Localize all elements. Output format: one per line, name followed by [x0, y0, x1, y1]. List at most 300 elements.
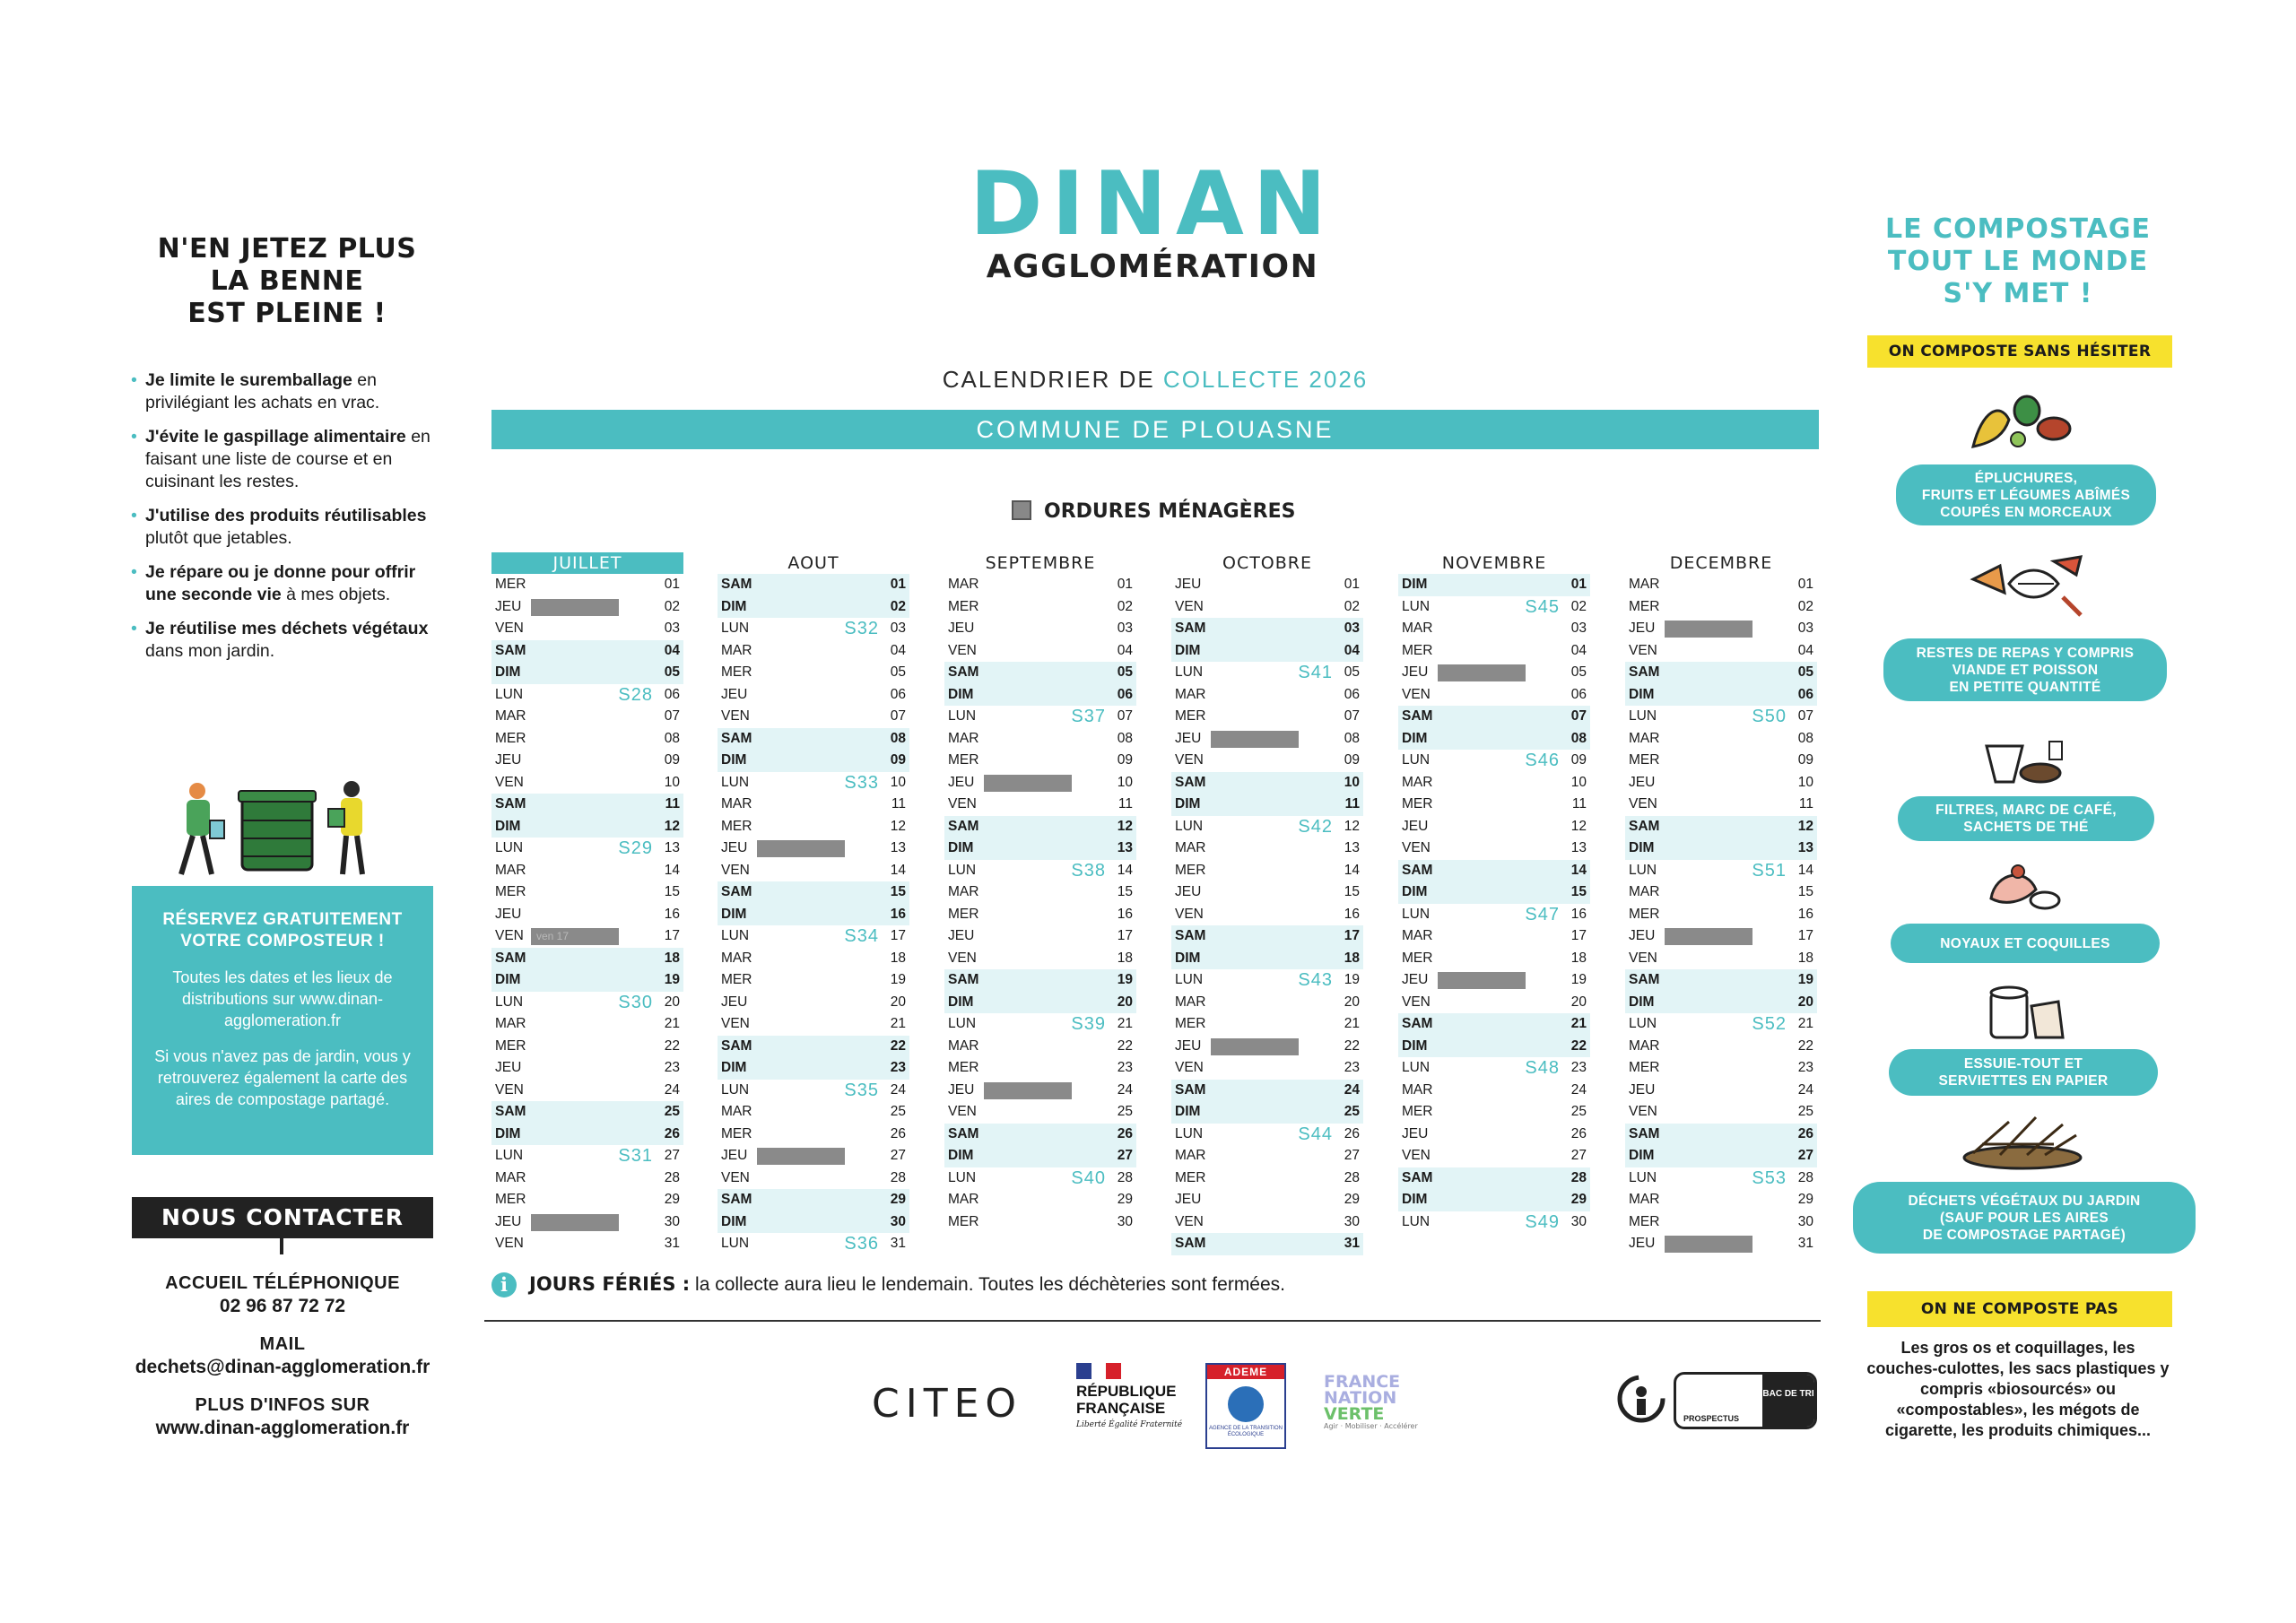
day-number: 06	[1117, 686, 1133, 702]
day-name: LUN	[948, 1169, 977, 1185]
info-url[interactable]: www.dinan-agglomeration.fr	[155, 1418, 410, 1438]
day-row	[718, 904, 909, 926]
day-number: 04	[1570, 642, 1587, 658]
day-name: VEN	[495, 774, 524, 790]
day-row	[1171, 728, 1363, 751]
day-number: 22	[1570, 1037, 1587, 1054]
legend-swatch	[1012, 500, 1031, 520]
compost-no-badge: ON NE COMPOSTE PAS	[1867, 1291, 2172, 1327]
day-row	[491, 1145, 683, 1167]
day-row	[944, 640, 1136, 663]
day-name: JEU	[721, 686, 748, 702]
day-number: 10	[890, 774, 906, 790]
day-row	[1625, 1233, 1817, 1255]
day-number: 02	[1570, 598, 1587, 614]
day-name: MAR	[1175, 686, 1206, 702]
day-name: MAR	[1402, 774, 1433, 790]
triman-icon	[1614, 1372, 1668, 1426]
day-number: 17	[890, 928, 906, 943]
day-name: VEN	[1175, 598, 1204, 614]
day-number: 28	[664, 1169, 680, 1185]
day-number: 11	[1571, 796, 1587, 812]
day-name: DIM	[948, 686, 974, 702]
day-number: 27	[1344, 1148, 1360, 1163]
day-name: SAM	[721, 1037, 752, 1054]
flag-icon	[1076, 1363, 1121, 1379]
day-name: DIM	[1402, 1037, 1428, 1054]
day-name: MER	[948, 1213, 979, 1229]
month-novembre	[1398, 552, 1590, 1233]
day-number: 30	[1797, 1213, 1813, 1229]
day-name: SAM	[495, 796, 526, 812]
day-name: MAR	[495, 708, 526, 724]
day-row	[1171, 948, 1363, 970]
day-name: DIM	[721, 906, 747, 922]
day-number: 27	[1117, 1148, 1133, 1163]
day-name: LUN	[1629, 862, 1657, 878]
day-row	[718, 969, 909, 992]
day-row	[1171, 662, 1363, 684]
day-row	[718, 728, 909, 751]
day-name: DIM	[495, 818, 521, 834]
day-number: 14	[1797, 862, 1813, 878]
day-row	[1398, 750, 1590, 772]
day-number: 29	[1797, 1192, 1813, 1207]
day-number: 18	[1117, 950, 1133, 966]
day-number: 30	[1344, 1213, 1360, 1229]
recycling-bin-icon: BAC DE TRI	[1762, 1375, 1814, 1427]
day-name: SAM	[495, 1104, 526, 1119]
week-number: S38	[1071, 860, 1106, 881]
day-number: 07	[1117, 708, 1133, 724]
day-name: DIM	[721, 1213, 747, 1229]
day-row	[944, 772, 1136, 794]
day-number: 08	[664, 730, 680, 746]
day-row	[1625, 1124, 1817, 1146]
day-number: 12	[1570, 818, 1587, 834]
contact-title-pointer	[280, 1238, 283, 1254]
day-name: VEN	[721, 708, 750, 724]
day-row	[1171, 881, 1363, 904]
day-name: VEN	[1629, 796, 1657, 812]
day-row	[491, 640, 683, 663]
day-number: 01	[1570, 577, 1587, 592]
day-number: 09	[1117, 752, 1133, 768]
day-row	[944, 574, 1136, 596]
day-number: 25	[1570, 1104, 1587, 1119]
month-octobre	[1171, 552, 1363, 1255]
day-name: LUN	[1402, 1213, 1431, 1229]
day-name: LUN	[1629, 1169, 1657, 1185]
day-name: MAR	[495, 1169, 526, 1185]
day-name: SAM	[948, 972, 979, 987]
day-name: DIM	[1402, 884, 1428, 899]
day-name: MER	[1629, 598, 1660, 614]
day-name: LUN	[948, 862, 977, 878]
day-number: 20	[890, 994, 906, 1010]
day-name: LUN	[1402, 1060, 1431, 1075]
day-row	[491, 1189, 683, 1211]
day-number: 26	[1797, 1125, 1813, 1141]
day-name: DIM	[1629, 994, 1655, 1010]
week-number: S39	[1071, 1014, 1106, 1034]
day-row	[1625, 881, 1817, 904]
day-row	[1398, 706, 1590, 728]
day-number: 12	[664, 818, 680, 834]
day-name: MER	[1175, 1169, 1206, 1185]
day-number: 22	[1797, 1037, 1813, 1054]
day-name: JEU	[1402, 1125, 1429, 1141]
day-row	[944, 596, 1136, 619]
day-row	[491, 992, 683, 1014]
day-row	[718, 1189, 909, 1211]
week-number: S34	[844, 926, 879, 946]
day-number: 21	[1344, 1016, 1360, 1031]
day-number: 07	[664, 708, 680, 724]
day-number: 21	[1117, 1016, 1133, 1031]
day-name: MER	[1175, 708, 1206, 724]
day-name: LUN	[495, 994, 524, 1010]
week-number: S53	[1752, 1167, 1787, 1188]
day-number: 28	[1117, 1169, 1133, 1185]
day-name: MAR	[495, 862, 526, 878]
day-name: MER	[1175, 862, 1206, 878]
day-name: LUN	[948, 1016, 977, 1031]
day-name: LUN	[721, 928, 750, 943]
contact-title: NOUS CONTACTER	[132, 1197, 433, 1238]
coffee-filter-icon	[1973, 728, 2072, 791]
day-row	[491, 750, 683, 772]
day-row	[1171, 794, 1363, 816]
tip-item: • J'évite le gaspillage alimentaire en faisant une liste de course et en cuisinant les restes.	[126, 426, 448, 493]
day-number: 10	[1797, 774, 1813, 790]
day-row	[1171, 640, 1363, 663]
day-row	[718, 1013, 909, 1036]
day-name: LUN	[1402, 906, 1431, 922]
day-number: 11	[1344, 796, 1360, 812]
day-name: MER	[948, 1060, 979, 1075]
garden-waste-icon	[1955, 1108, 2090, 1173]
day-number: 24	[1797, 1081, 1813, 1098]
day-number: 02	[890, 598, 906, 614]
composting-heading: LE COMPOSTAGE TOUT LE MONDE S'Y MET !	[1885, 213, 2151, 309]
collection-marker	[531, 599, 619, 616]
day-row	[1625, 728, 1817, 751]
day-name: DIM	[721, 752, 747, 768]
info-icon: i	[491, 1272, 517, 1298]
day-number: 19	[1570, 972, 1587, 987]
week-number: S33	[844, 772, 879, 793]
day-row	[1398, 948, 1590, 970]
day-name: SAM	[721, 884, 752, 899]
day-number: 20	[1797, 994, 1813, 1010]
week-number: S44	[1298, 1124, 1333, 1144]
day-name: MAR	[948, 1037, 979, 1054]
day-row	[718, 574, 909, 596]
day-number: 08	[1117, 730, 1133, 746]
day-row	[944, 728, 1136, 751]
composter-illustration	[152, 771, 395, 883]
day-number: 20	[1344, 994, 1360, 1010]
day-name: MAR	[948, 577, 979, 592]
day-name: LUN	[721, 774, 750, 790]
day-name: MAR	[495, 1016, 526, 1031]
day-row	[1625, 1167, 1817, 1190]
logo-dinan: DINAN	[970, 153, 1335, 256]
contact-info	[117, 1266, 448, 1440]
day-number: 21	[664, 1016, 680, 1031]
day-name: DIM	[1175, 642, 1201, 658]
day-number: 06	[1570, 686, 1587, 702]
day-name: LUN	[1175, 1125, 1204, 1141]
day-name: JEU	[1175, 577, 1202, 592]
day-name: VEN	[721, 862, 750, 878]
week-number: S40	[1071, 1167, 1106, 1188]
day-name: LUN	[495, 1148, 524, 1163]
compost-yes-badge: ON COMPOSTE SANS HÉSITER	[1867, 335, 2172, 368]
day-name: LUN	[1629, 1016, 1657, 1031]
month-name: DECEMBRE	[1669, 553, 1773, 573]
day-name: MER	[495, 884, 526, 899]
day-name: LUN	[1402, 752, 1431, 768]
day-name: MAR	[1402, 1081, 1433, 1098]
day-row	[491, 1057, 683, 1080]
day-name: DIM	[721, 598, 747, 614]
day-name: VEN	[948, 1104, 977, 1119]
day-number: 27	[1797, 1148, 1813, 1163]
day-number: 07	[1344, 708, 1360, 724]
day-name: JEU	[495, 906, 522, 922]
day-row	[944, 1189, 1136, 1211]
day-name: SAM	[1175, 774, 1206, 790]
day-name: MER	[1629, 752, 1660, 768]
day-row	[718, 1233, 909, 1255]
day-number: 25	[664, 1104, 680, 1119]
day-row	[1398, 1080, 1590, 1102]
day-row	[1171, 574, 1363, 596]
collection-marker	[757, 840, 845, 857]
day-name: LUN	[1629, 708, 1657, 724]
day-number: 24	[890, 1081, 906, 1098]
day-row	[491, 794, 683, 816]
day-row	[1398, 1101, 1590, 1124]
day-number: 15	[1570, 884, 1587, 899]
day-row	[1398, 904, 1590, 926]
day-name: SAM	[1175, 928, 1206, 943]
day-name: SAM	[495, 642, 526, 658]
day-number: 07	[1570, 708, 1587, 724]
day-name: MER	[1629, 1060, 1660, 1075]
day-name: LUN	[1175, 972, 1204, 987]
day-row	[1171, 596, 1363, 619]
day-number: 01	[1344, 577, 1360, 592]
day-number: 19	[1344, 972, 1360, 987]
day-row	[1398, 992, 1590, 1014]
day-number: 03	[1570, 621, 1587, 636]
day-number: 13	[1797, 840, 1813, 855]
day-row	[1398, 816, 1590, 838]
day-row	[1625, 969, 1817, 992]
day-number: 21	[1797, 1016, 1813, 1031]
day-row	[491, 1167, 683, 1190]
day-number: 17	[1117, 928, 1133, 943]
phone-label: ACCUEIL TÉLÉPHONIQUE	[165, 1273, 400, 1293]
day-name: SAM	[948, 664, 979, 680]
prospectus-bin-logo: PROSPECTUS BAC DE TRI	[1674, 1372, 1817, 1429]
day-number: 28	[890, 1169, 906, 1185]
day-number: 03	[664, 621, 680, 636]
month-name: AOUT	[787, 553, 839, 573]
day-row	[944, 706, 1136, 728]
day-number: 13	[890, 840, 906, 855]
day-number: 30	[1117, 1213, 1133, 1229]
day-number: 02	[1117, 598, 1133, 614]
day-row	[1625, 794, 1817, 816]
day-row	[1398, 969, 1590, 992]
day-name: SAM	[1402, 708, 1433, 724]
day-row	[1625, 684, 1817, 707]
day-row	[944, 750, 1136, 772]
day-number: 11	[665, 796, 680, 812]
day-row	[718, 1211, 909, 1234]
day-name: SAM	[495, 950, 526, 966]
collection-marker	[1438, 664, 1526, 681]
day-row	[944, 881, 1136, 904]
day-row	[944, 904, 1136, 926]
day-number: 15	[1797, 884, 1813, 899]
day-name: DIM	[495, 1125, 521, 1141]
day-number: 29	[1570, 1192, 1587, 1207]
day-number: 09	[1797, 752, 1813, 768]
day-name: MAR	[1175, 1148, 1206, 1163]
day-name: MAR	[948, 1192, 979, 1207]
peelings-icon	[1955, 384, 2081, 456]
day-name: DIM	[495, 972, 521, 987]
day-name: VEN	[1175, 1060, 1204, 1075]
day-number: 14	[664, 862, 680, 878]
mail-address[interactable]: dechets@dinan-agglomeration.fr	[135, 1357, 430, 1377]
day-number: 29	[1344, 1192, 1360, 1207]
day-row	[944, 969, 1136, 992]
day-number: 20	[1570, 994, 1587, 1010]
tip-item: • Je limite le suremballage en privilégiant les achats en vrac.	[126, 369, 448, 414]
day-number: 30	[664, 1213, 680, 1229]
day-name: JEU	[1402, 972, 1429, 987]
commune-banner: COMMUNE DE PLOUASNE	[491, 410, 1819, 449]
day-number: 25	[1117, 1104, 1133, 1119]
day-name: LUN	[1175, 818, 1204, 834]
week-number: S31	[618, 1146, 653, 1166]
day-row	[1398, 838, 1590, 860]
day-row	[1171, 1101, 1363, 1124]
day-row	[1171, 1145, 1363, 1167]
day-row	[1171, 992, 1363, 1014]
tips-list	[126, 369, 448, 663]
day-name: JEU	[1629, 774, 1656, 790]
day-row	[944, 1080, 1136, 1102]
reserve-composter-panel	[132, 886, 433, 1155]
day-row	[1171, 684, 1363, 707]
day-number: 09	[664, 752, 680, 768]
day-name: MER	[948, 752, 979, 768]
day-row	[491, 1211, 683, 1234]
day-name: MAR	[1629, 730, 1660, 746]
day-row	[718, 1036, 909, 1058]
day-number: 23	[1344, 1060, 1360, 1075]
day-row	[1625, 1036, 1817, 1058]
day-row	[718, 881, 909, 904]
day-row	[1625, 1211, 1817, 1234]
day-row	[1171, 969, 1363, 992]
day-row	[491, 728, 683, 751]
day-row	[718, 816, 909, 838]
holiday-text: la collecte aura lieu le lendemain. Toutes les déchèteries sont fermées.	[690, 1274, 1286, 1295]
collection-marker	[984, 775, 1072, 792]
day-name: MAR	[1175, 994, 1206, 1010]
day-number: 16	[890, 906, 906, 922]
day-number: 23	[1570, 1060, 1587, 1075]
day-row	[718, 772, 909, 794]
day-row	[1398, 596, 1590, 619]
day-row	[1171, 772, 1363, 794]
collection-marker	[1211, 1038, 1299, 1055]
day-name: VEN	[721, 1169, 750, 1185]
day-row	[1171, 1057, 1363, 1080]
month-name: OCTOBRE	[1222, 553, 1313, 573]
day-number: 04	[890, 642, 906, 658]
day-number: 11	[1118, 796, 1133, 812]
week-number: S50	[1752, 707, 1787, 726]
day-number: 03	[890, 621, 906, 636]
day-number: 25	[1344, 1104, 1360, 1119]
day-name: SAM	[1175, 621, 1206, 636]
phone-number[interactable]: 02 96 87 72 72	[219, 1296, 346, 1316]
day-row	[1171, 1013, 1363, 1036]
day-row	[1171, 860, 1363, 882]
day-name: VEN	[1402, 994, 1431, 1010]
day-row	[944, 618, 1136, 640]
day-name: VEN	[948, 950, 977, 966]
day-name: LUN	[721, 1081, 750, 1098]
day-number: 16	[1117, 906, 1133, 922]
compost-item-garden: DÉCHETS VÉGÉTAUX DU JARDIN (SAUF POUR LES AIRES DE COMPOSTAGE PARTAGÉ)	[1853, 1182, 2196, 1254]
day-name: MER	[495, 1037, 526, 1054]
day-row	[491, 1124, 683, 1146]
day-number: 05	[890, 664, 906, 680]
day-number: 11	[891, 796, 906, 812]
week-number: S48	[1525, 1058, 1560, 1078]
day-name: SAM	[721, 730, 752, 746]
day-number: 26	[890, 1125, 906, 1141]
day-name: JEU	[1175, 1037, 1202, 1054]
day-name: VEN	[1402, 840, 1431, 855]
compost-item-coffee: FILTRES, MARC DE CAFÉ, SACHETS DE THÉ	[1898, 796, 2154, 841]
reserve-title: RÉSERVEZ GRATUITEMENT VOTRE COMPOSTEUR !	[162, 910, 403, 950]
day-number: 23	[1797, 1060, 1813, 1075]
day-row	[491, 618, 683, 640]
day-name: LUN	[495, 686, 524, 702]
legend-label: ORDURES MÉNAGÈRES	[1044, 500, 1296, 523]
day-name: MER	[721, 1125, 752, 1141]
day-row	[491, 1101, 683, 1124]
day-name: MER	[1629, 1213, 1660, 1229]
legend	[1012, 500, 1296, 524]
day-number: 04	[1344, 642, 1360, 658]
day-row	[491, 881, 683, 904]
day-name: VEN	[721, 1016, 750, 1031]
day-number: 29	[890, 1192, 906, 1207]
day-row	[1171, 1080, 1363, 1102]
